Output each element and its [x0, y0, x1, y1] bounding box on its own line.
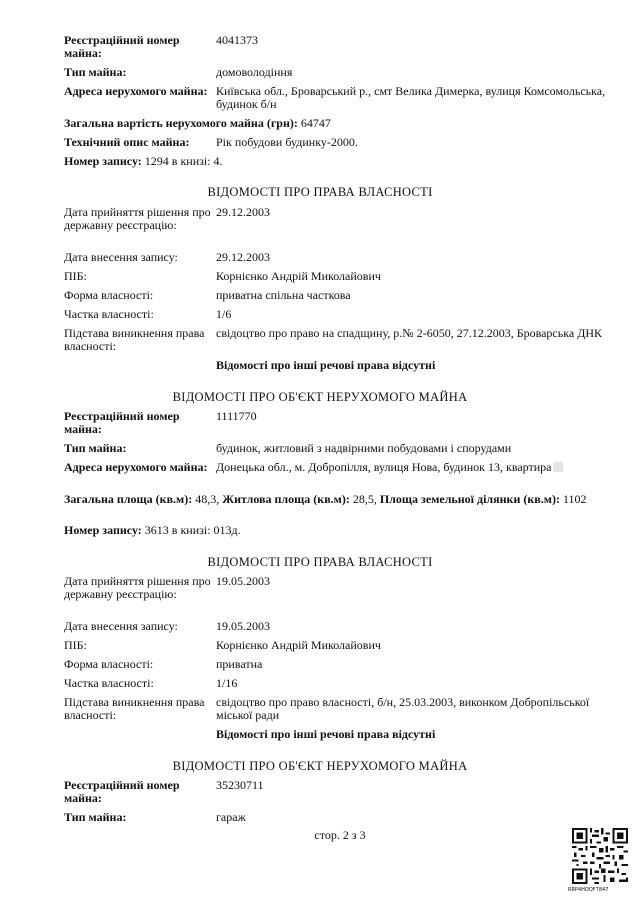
field-label: Частка власності: — [64, 307, 154, 321]
field-label: Загальна вартість нерухомого майна (грн): — [64, 116, 298, 130]
field-label: ПІБ: — [64, 638, 87, 652]
field-label: Підстава виникнення права власності: — [64, 695, 205, 722]
field-value: 48,3, — [195, 492, 220, 506]
field-label: Адреса нерухомого майна: — [64, 84, 208, 98]
section-heading: ВІДОМОСТІ ПРО ОБ'ЄКТ НЕРУХОМОГО МАЙНА — [172, 759, 468, 773]
field-label: Підстава виникнення права власності: — [64, 326, 205, 353]
record-number-row — [64, 155, 564, 168]
section-heading: ВІДОМОСТІ ПРО ОБ'ЄКТ НЕРУХОМОГО МАЙНА — [172, 390, 468, 404]
field-label: Площа земельної ділянки (кв.м): — [379, 492, 560, 506]
field-value: 19.05.2003 — [216, 619, 270, 633]
field-label: Реєстраційний номер майна: — [64, 33, 180, 60]
field-label: Форма власності: — [64, 288, 154, 302]
field-label: Адреса нерухомого майна: — [64, 460, 208, 474]
field-label: Дата прийняття рішення про державну реєстрацію: — [64, 574, 211, 601]
field-label: Форма власності: — [64, 657, 154, 671]
field-value: Рік побудови будинку-2000. — [216, 135, 358, 149]
field-value: приватна спільна часткова — [216, 288, 351, 302]
field-value — [216, 461, 624, 474]
field-label: Номер запису: — [64, 154, 142, 168]
field-label: ПІБ: — [64, 269, 87, 283]
field-value: 4041373 — [216, 33, 258, 47]
section-heading: ВІДОМОСТІ ПРО ПРАВА ВЛАСНОСТІ — [207, 185, 433, 199]
page-number: стор. 2 з 3 — [314, 828, 366, 842]
field-label: Житлова площа (кв.м): — [222, 492, 350, 506]
field-label: Тип майна: — [64, 441, 127, 455]
field-value: свідоцтво про право власності, б/н, 25.03.2003, виконком Добропільської міської ради — [216, 695, 590, 722]
field-value: 1111770 — [216, 409, 257, 423]
field-label: Дата внесення запису: — [64, 619, 178, 633]
field-label: Тип майна: — [64, 810, 127, 824]
field-value: Київська обл., Броварський р., смт Велика Димерка, вулиця Комсомольська, будинок б/н — [216, 84, 606, 111]
field-value: будинок, житловий з надвірними побудовами і спорудами — [216, 441, 512, 455]
other-rights-note: Відомості про інші речові права відсутні — [216, 727, 436, 741]
field-value: 1/16 — [216, 676, 238, 690]
field-value: 64747 — [300, 116, 331, 130]
field-value: гараж — [216, 810, 246, 824]
field-value: 1/6 — [216, 307, 232, 321]
field-label: Тип майна: — [64, 65, 127, 79]
other-rights-note: Відомості про інші речові права відсутні — [216, 358, 436, 372]
field-label: Дата внесення запису: — [64, 250, 178, 264]
field-label: Технічний опис майна: — [64, 135, 190, 149]
field-value: домоволодіння — [216, 65, 293, 79]
field-label: Частка власності: — [64, 676, 154, 690]
field-label: Реєстраційний номер майна: — [64, 778, 180, 805]
field-value: Корнієнко Андрій Миколайович — [216, 269, 381, 283]
field-value: 29.12.2003 — [216, 205, 270, 219]
qr-code-icon — [572, 828, 628, 884]
total-cost-row — [64, 117, 564, 130]
field-label: Реєстраційний номер майна: — [64, 409, 180, 436]
field-value: 1294 в книзі: 4. — [144, 154, 223, 168]
field-label: Загальна площа (кв.м): — [64, 492, 193, 506]
area-row — [64, 493, 624, 506]
field-value: Корнієнко Андрій Миколайович — [216, 638, 381, 652]
field-value: приватна — [216, 657, 263, 671]
field-label: Дата прийняття рішення про державну реєстрацію: — [64, 205, 211, 232]
field-value: 3613 в книзі: 013д. — [144, 523, 241, 537]
field-value: 19.05.2003 — [216, 574, 270, 588]
field-label: Номер запису: — [64, 523, 142, 537]
address-text: Донецька обл., м. Добропілля, вулиця Нова, будинок 13, квартира — [216, 460, 552, 474]
field-value: 35230711 — [216, 778, 264, 792]
record-number-row — [64, 524, 564, 537]
field-value: 29.12.2003 — [216, 250, 270, 264]
qr-caption: RRP4HOQF7847 — [568, 887, 609, 893]
section-heading: ВІДОМОСТІ ПРО ПРАВА ВЛАСНОСТІ — [207, 555, 433, 569]
field-value: 1102 — [562, 492, 587, 506]
redacted-block — [553, 462, 563, 472]
field-value: свідоцтво про право на спадщину, р.№ 2-6050, 27.12.2003, Броварська ДНК — [216, 326, 603, 340]
field-value: 28,5, — [352, 492, 377, 506]
